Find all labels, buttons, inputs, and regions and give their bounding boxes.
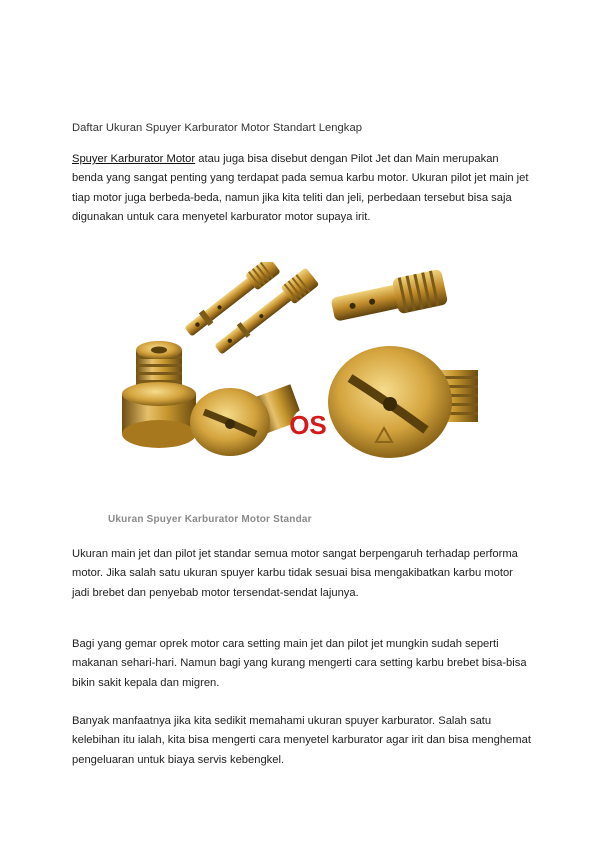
paragraph-2: Bagi yang gemar oprek motor cara setting main jet dan pilot jet mungkin sudah seperti makanan sehari-hari. Namun bagi yang kurang mengerti cara setting karbu brebet bisa-bisa bikin sakit kepala dan migren. xyxy=(72,638,527,689)
os-logo xyxy=(289,408,327,440)
main-jet-left xyxy=(122,341,196,448)
pilot-jet-1 xyxy=(182,262,281,340)
main-jet-right xyxy=(328,346,478,458)
spuyer-link[interactable]: Spuyer Karburator Motor xyxy=(72,153,196,165)
paragraph-1: Ukuran main jet dan pilot jet standar semua motor sangat berpengaruh terhadap performa motor. Jika salah satu ukuran spuyer karbu tidak sesuai bisa mengakibatkan karbu motor jadi brebet dan penyebab motor tersendat-sendat lajunya. xyxy=(72,548,518,599)
document-title: Daftar Ukuran Spuyer Karburator Motor Standart Lengkap xyxy=(72,122,362,134)
image-caption: Ukuran Spuyer Karburator Motor Standar xyxy=(108,514,312,525)
intro-text: atau juga bisa disebut dengan Pilot Jet dan Main merupakan benda yang sangat penting yang terdapat pada semua karbu motor. Ukuran pilot jet main jet tiap motor juga berbeda-beda, namun jika kita teliti dan jeli, perbedaan tersebut bisa saja digunakan untuk cara menyetel karburator motor supaya irit. xyxy=(72,153,529,224)
main-jet-middle xyxy=(190,384,303,456)
main-jet-long xyxy=(329,269,448,328)
intro-paragraph xyxy=(72,150,532,228)
svg-text:OS: OS xyxy=(289,410,327,440)
paragraph-3: Banyak manfaatnya jika kita sedikit memahami ukuran spuyer karburator. Salah satu kelebihan itu ialah, kita bisa mengerti cara menyetel karburator agar irit dan bisa menghemat pengeluaran untuk biaya servis kebengkel. xyxy=(72,715,531,766)
carburetor-jets-photo xyxy=(118,262,488,488)
